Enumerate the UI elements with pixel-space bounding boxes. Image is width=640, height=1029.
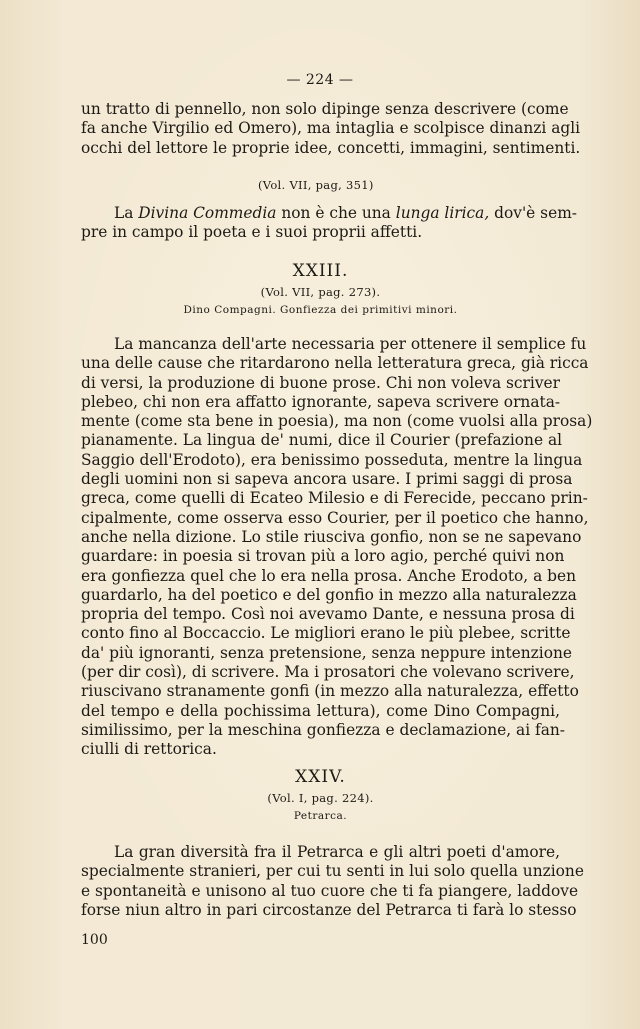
text-line: pianamente. La lingua de' numi, dice il Courier (prefazione al	[81, 431, 563, 450]
volume-reference: (Vol. VII, pag. 273).	[260, 285, 381, 299]
text-run: dov'è sem-	[489, 204, 577, 222]
text-line: un tratto di pennello, non solo dipinge senza descrivere (come	[81, 100, 569, 118]
text-line: pre in campo il poeta e i suoi proprii affetti.	[81, 223, 423, 242]
text-line: occhi del lettore le proprie idee, concetti, immagini, sentimenti.	[81, 138, 581, 157]
signature-folio-number: 100	[81, 932, 108, 948]
paragraph	[81, 100, 581, 158]
text-line: una delle cause che ritardarono nella letteratura greca, già ricca	[81, 354, 589, 373]
section-heading: XXIII.	[292, 261, 349, 281]
section-subtitle: Petrarca.	[293, 810, 348, 822]
text-line: anche nella dizione. Lo stile riusciva gonfio, non se ne sapevano	[81, 527, 582, 546]
text-line: mente (come sta bene in poesia), ma non (come vuolsi alla prosa)	[81, 412, 593, 431]
text-line: degli uomini non si sapeva ancora usare. I primi saggi di prosa	[81, 470, 573, 489]
paragraph	[81, 843, 584, 920]
volume-reference: (Vol. I, pag. 224).	[267, 791, 374, 805]
text-line: del tempo e della pochissima lettura), come Dino Compagni,	[81, 701, 560, 720]
volume-reference: (Vol. VII, pag, 351)	[258, 178, 374, 192]
section-subtitle: Dino Compagni. Gonfiezza dei primitivi minori.	[183, 304, 458, 316]
text-line: guardarlo, ha del poetico e del gonfio in mezzo alla naturalezza	[81, 585, 577, 604]
italic-title: Divina Commedia	[138, 204, 277, 222]
paragraph	[81, 335, 593, 760]
text-line: da' più ignoranti, senza pretensione, senza neppure intenzione	[81, 643, 572, 662]
text-line: conto fino al Boccaccio. Le migliori erano le più plebee, scritte	[81, 624, 571, 643]
paragraph-divina-commedia	[81, 204, 577, 243]
paragraph-continuation	[81, 100, 581, 158]
paragraph-dino-compagni	[81, 335, 593, 760]
text-line: riuscivano stranamente gonfi (in mezzo alla naturalezza, effetto	[81, 682, 579, 701]
section-xxiv-header	[81, 767, 560, 822]
paragraph	[81, 204, 577, 243]
text-line: propria del tempo. Così noi avevamo Dante, e nessuna prosa di	[81, 605, 575, 624]
text-line: era gonfiezza quel che lo era nella prosa. Anche Erodoto, a ben	[81, 566, 577, 585]
text-line: La gran diversità fra il Petrarca e gli altri poeti d'amore,	[114, 843, 560, 861]
text-line: fa anche Virgilio ed Omero), ma intaglia e scolpisce dinanzi agli	[81, 119, 581, 138]
text-line: forse niun altro in pari circostanze del Petrarca ti farà lo stesso	[81, 900, 577, 919]
text-line: plebeo, chi non era affatto ignorante, sapeva scrivere ornata-	[81, 392, 561, 411]
text-line: guardare: in poesia si trovan più a loro agio, perché quivi non	[81, 547, 565, 566]
text-line: (per dir così), di scrivere. Ma i prosatori che volevano scrivere,	[81, 663, 575, 682]
text-line: similissimo, per la meschina gonfiezza e declamazione, ai fan-	[81, 720, 565, 739]
section-heading: XXIV.	[295, 767, 346, 787]
text-line: cipalmente, come osserva esso Courier, per il poetico che hanno,	[81, 508, 589, 527]
text-line: La mancanza dell'arte necessaria per ottenere il semplice fu	[114, 335, 587, 353]
text-line: di versi, la produzione di buone prose. Chi non voleva scriver	[81, 373, 560, 392]
text-line: Saggio dell'Erodoto), era benissimo posseduta, mentre la lingua	[81, 450, 583, 469]
text-line: e spontaneità e unisono al tuo cuore che ti fa piangere, laddove	[81, 881, 579, 900]
paragraph-petrarca	[81, 843, 584, 920]
text-line	[81, 204, 577, 223]
text-line: specialmente stranieri, per cui tu senti in lui solo quella unzione	[81, 862, 584, 881]
text-run: La	[114, 204, 139, 222]
italic-phrase: lunga lirica,	[395, 204, 490, 222]
text-line: greca, come quelli di Ecateo Milesio e di Ferecide, peccano prin-	[81, 489, 588, 508]
page-number: — 224 —	[286, 72, 354, 88]
text-line: ciulli di rettorica.	[81, 740, 217, 759]
section-xxiii-header	[81, 261, 560, 316]
text-run: non è che una	[276, 204, 396, 222]
